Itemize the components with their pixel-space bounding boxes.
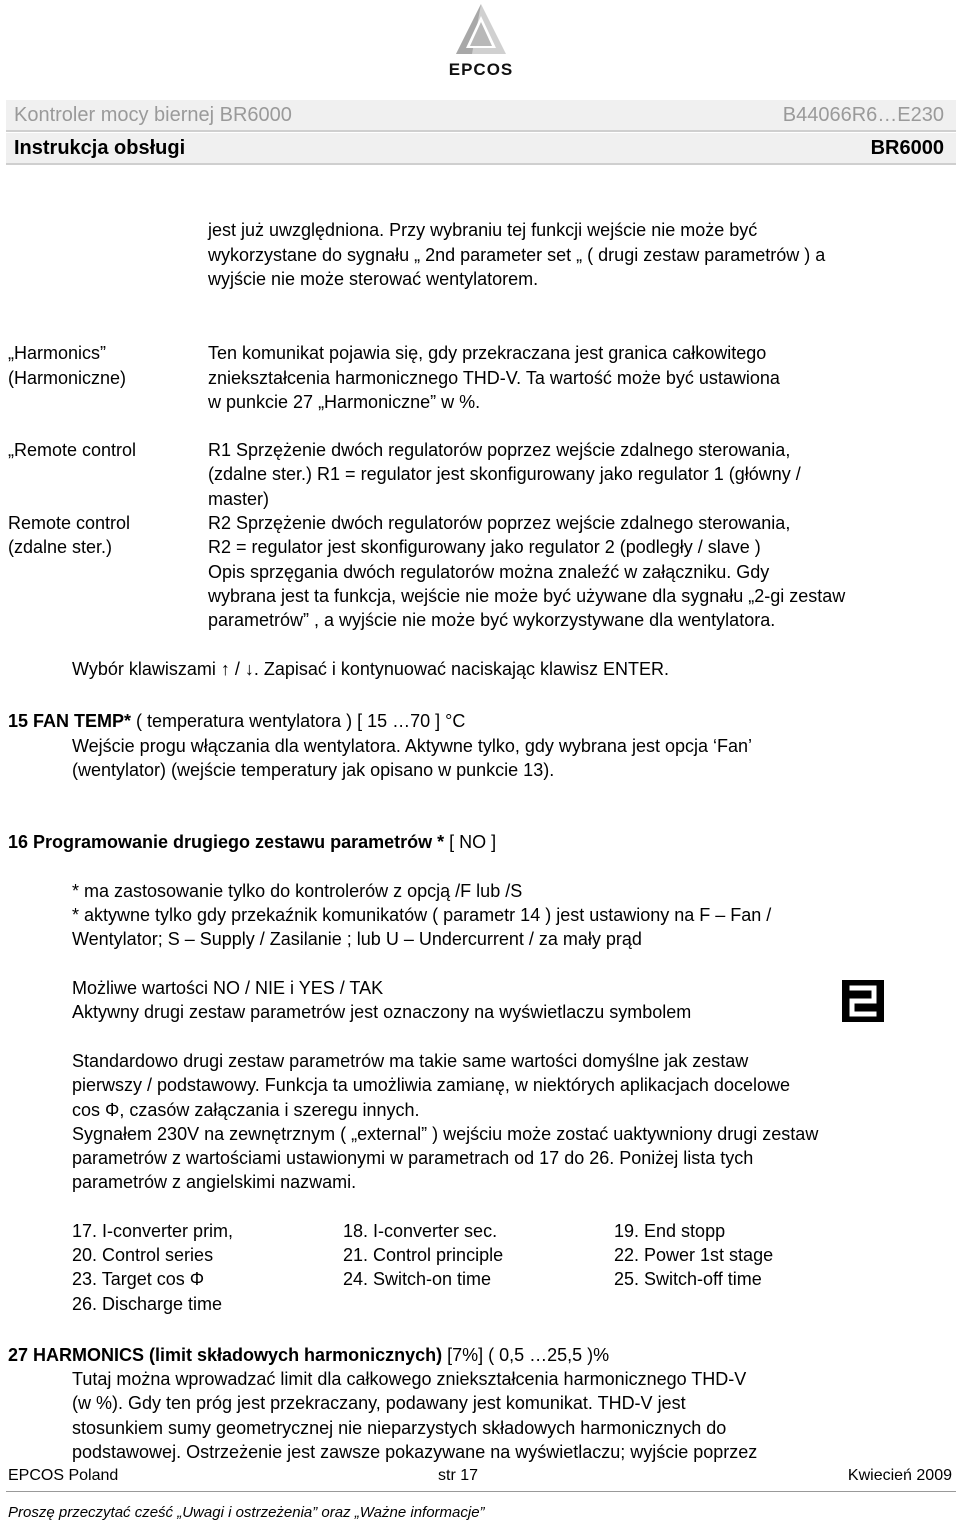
section-16-body-line: parametrów z angielskimi nazwami. (72, 1172, 357, 1192)
section-16-body-line: Sygnałem 230V na zewnętrznym ( „external” ) wejściu może zostać uaktywniony drugi zestaw (72, 1124, 819, 1144)
section-16-title: 16 Programowanie drugiego zestawu parametrów * (8, 832, 445, 852)
parameter-item: 26. Discharge time (72, 1294, 223, 1314)
parameter-item: 25. Switch-off time (614, 1269, 762, 1289)
footer-rule (6, 1491, 956, 1492)
parameter-item: 24. Switch-on time (343, 1269, 492, 1289)
section-16-note: Wentylator; S – Supply / Zasilanie ; lub U – Undercurrent / za mały prąd (72, 929, 642, 949)
section-27-title: 27 HARMONICS (limit składowych harmonicznych) (8, 1345, 443, 1365)
header-rule (6, 130, 956, 132)
remote-desc-line: parametrów” , a wyjście nie może być wykorzystywane dla wentylatora. (208, 610, 776, 630)
remote-desc-line: R2 = regulator jest skonfigurowany jako regulator 2 (podległy / slave ) (208, 537, 761, 557)
remote-desc-line: R2 Sprzężenie dwóch regulatorów poprzez wejście zdalnego sterowania, (208, 513, 791, 533)
parameter-item: 21. Control principle (343, 1245, 504, 1265)
harmonics-desc-line: w punkcie 27 „Harmoniczne” w %. (208, 392, 481, 412)
remote-label-pl: (zdalne ster.) (8, 537, 113, 557)
harmonics-desc-line: Ten komunikat pojawia się, gdy przekraczana jest granica całkowitego (208, 343, 767, 363)
header-rule-bottom (6, 163, 956, 165)
parameter-item: 22. Power 1st stage (614, 1245, 774, 1265)
part-number: B44066R6…E230 (782, 104, 944, 126)
section-15-heading (8, 709, 465, 733)
harmonics-desc-line: zniekształcenia harmonicznego THD-V. Ta wartość może być ustawiona (208, 368, 780, 388)
section-15-range: ( temperatura wentylatora ) [ 15 …70 ] °C (131, 711, 466, 731)
intro-line: jest już uwzględniona. Przy wybraniu tej funkcji wejście nie może być (208, 220, 758, 240)
footer-date: Kwiecień 2009 (847, 1467, 952, 1484)
section-27-line: stosunkiem sumy geometrycznej nie nieparzystych składowych harmonicznych do (72, 1418, 727, 1438)
parameter-item: 19. End stopp (614, 1221, 726, 1241)
header-subtitle-bar (6, 133, 956, 163)
section-16-note: * aktywne tylko gdy przekaźnik komunikatów ( parametr 14 ) jest ustawiony na F – Fan / (72, 905, 772, 925)
footer-note: Proszę przeczytać cześć „Uwagi i ostrzeżenia” oraz „Ważne informacje” (8, 1504, 485, 1521)
harmonics-label: „Harmonics” (8, 343, 107, 363)
footer-company: EPCOS Poland (8, 1467, 119, 1484)
section-16-body-line: parametrów z wartościami ustawionymi w parametrach od 17 do 26. Poniżej lista tych (72, 1148, 754, 1168)
section-27-range: [7%] ( 0,5 …25,5 )% (442, 1345, 610, 1365)
intro-line: wyjście nie może sterować wentylatorem. (208, 269, 539, 289)
document-subtitle: Instrukcja obsługi (14, 137, 186, 159)
section-16-body-line: cos Φ, czasów załączania i szeregu innych. (72, 1100, 420, 1120)
key-instructions: Wybór klawiszami ↑ / ↓. Zapisać i kontynuować naciskając klawisz ENTER. (72, 659, 670, 679)
parameter-item: 17. I-converter prim, (72, 1221, 234, 1241)
section-16-symbol-text: Aktywny drugi zestaw parametrów jest oznaczony na wyświetlaczu symbolem (72, 1002, 692, 1022)
parameter-item: 18. I-converter sec. (343, 1221, 498, 1241)
document-title: Kontroler mocy biernej BR6000 (14, 104, 292, 126)
section-16-body-line: pierwszy / podstawowy. Funkcja ta umożliwia zamianę, w niektórych aplikacjach docelowe (72, 1075, 790, 1095)
parameter-item: 20. Control series (72, 1245, 214, 1265)
remote-desc-line: R1 Sprzężenie dwóch regulatorów poprzez wejście zdalnego sterowania, (208, 440, 791, 460)
section-15-line: (wentylator) (wejście temperatury jak opisano w punkcie 13). (72, 760, 555, 780)
section-15-line: Wejście progu włączania dla wentylatora. Aktywne tylko, gdy wybrana jest opcja ‘Fan’ (72, 736, 753, 756)
remote-desc-line: wybrana jest ta funkcja, wejście nie może być używane dla sygnału „2-gi zestaw (208, 586, 846, 606)
header-title-bar (6, 100, 956, 130)
section-16-default: [ NO ] (444, 832, 497, 852)
section-27-line: podstawowej. Ostrzeżenie jest zawsze pokazywane na wyświetlaczu; wyjście poprzez (72, 1442, 758, 1462)
section-16-values: Możliwe wartości NO / NIE i YES / TAK (72, 978, 384, 998)
remote-desc-line: master) (208, 489, 270, 509)
remote-label: „Remote control (8, 440, 137, 460)
display-digit-2-icon (842, 980, 884, 1022)
remote-desc-line: Opis sprzęgania dwóch regulatorów można znaleźć w załączniku. Gdy (208, 562, 770, 582)
section-27-heading (8, 1343, 609, 1367)
section-16-heading (8, 830, 496, 854)
section-27-line: Tutaj można wprowadzać limit dla całkowego zniekształcenia harmonicznego THD-V (72, 1369, 747, 1389)
parameter-item: 23. Target cos Φ (72, 1269, 205, 1289)
logo-wordmark: EPCOS (448, 60, 514, 79)
remote-desc-line: (zdalne ster.) R1 = regulator jest skonfigurowany jako regulator 1 (główny / (208, 464, 801, 484)
harmonics-label-pl: (Harmoniczne) (8, 368, 127, 388)
footer-page-number: str 17 (438, 1467, 479, 1484)
remote-label-2: Remote control (8, 513, 131, 533)
model-name: BR6000 (870, 137, 944, 159)
section-27-line: (w %). Gdy ten próg jest przekraczany, podawany jest komunikat. THD-V jest (72, 1393, 686, 1413)
section-16-note: * ma zastosowanie tylko do kontrolerów z opcją /F lub /S (72, 881, 523, 901)
section-16-body-line: Standardowo drugi zestaw parametrów ma takie same wartości domyślne jak zestaw (72, 1051, 749, 1071)
section-15-title: 15 FAN TEMP* (8, 711, 132, 731)
intro-line: wykorzystane do sygnału „ 2nd parameter set „ ( drugi zestaw parametrów ) a (208, 245, 826, 265)
